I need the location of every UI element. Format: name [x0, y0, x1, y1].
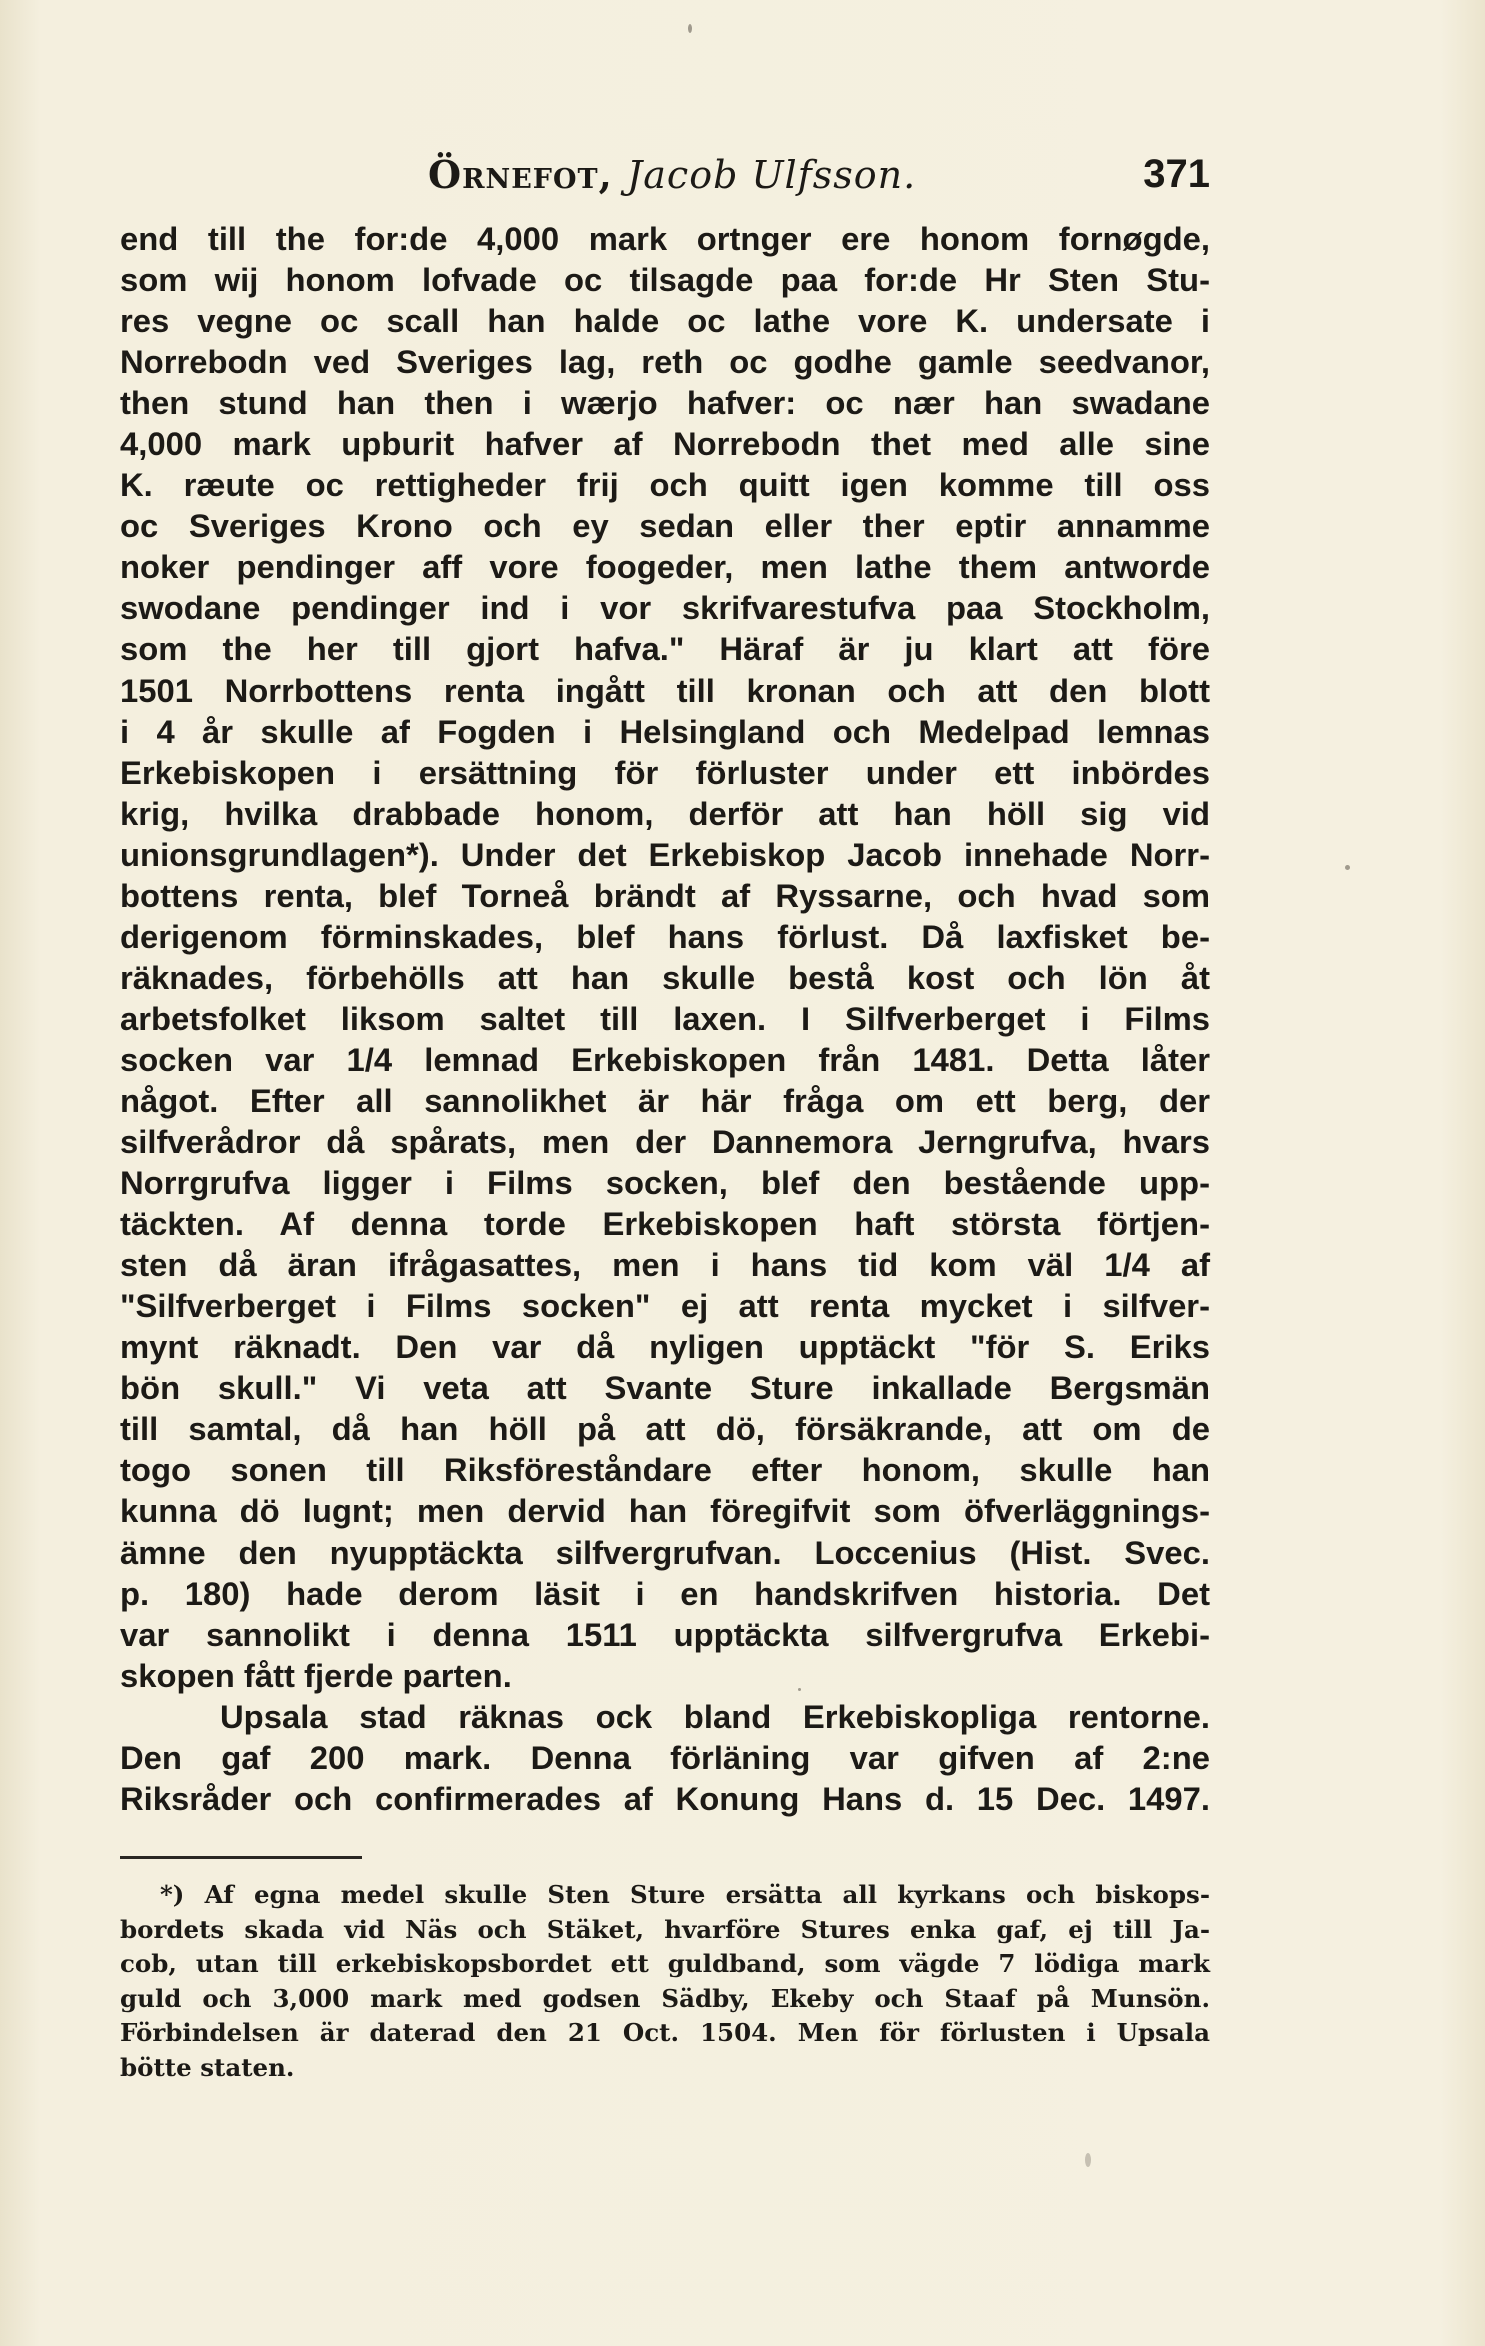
text-line: till samtal, då han höll på att dö, försäkrande, att om de	[120, 1410, 1210, 1448]
text-line: p. 180) hade derom läsit i en handskrifven historia. Det	[120, 1574, 1210, 1612]
page-header	[120, 152, 1210, 202]
text-line: kunna dö lugnt; men dervid han föregifvit som öfverläggnings-	[120, 1492, 1210, 1530]
text-line: unionsgrundlagen*). Under det Erkebiskop Jacob innehade Norr-	[120, 835, 1210, 873]
text-line: togo sonen till Riksföreståndare efter honom, skulle han	[120, 1451, 1210, 1489]
text-line: silfverådror då spårats, men der Dannemora Jerngrufva, hvars	[120, 1123, 1210, 1161]
paper-speck	[1345, 865, 1350, 870]
footnote-line: *) Af egna medel skulle Sten Sture ersätta all kyrkans och biskops-	[160, 1880, 1210, 1909]
text-line: bön skull." Vi veta att Svante Sture inkallade Bergsmän	[120, 1369, 1210, 1407]
text-line: något. Efter all sannolikhet är här fråga om ett berg, der	[120, 1081, 1210, 1119]
text-line: arbetsfolket liksom saltet till laxen. I Silfverberget i Films	[120, 999, 1210, 1037]
text-line: i 4 år skulle af Fogden i Helsingland och Medelpad lemnas	[120, 712, 1210, 750]
footnote	[120, 1878, 1210, 2085]
text-line: then stund han then i wærjo hafver: oc nær han swadane	[120, 384, 1210, 422]
footnote-line: cob, utan till erkebiskopsbordet ett guldband, som vägde 7 lödiga mark	[120, 1949, 1210, 1978]
text-line: Erkebiskopen i ersättning för förluster under ett inbördes	[120, 753, 1210, 791]
text-line: Den gaf 200 mark. Denna förläning var gifven af 2:ne	[120, 1738, 1210, 1776]
text-line: Norrgrufva ligger i Films socken, blef den bestående upp-	[120, 1164, 1210, 1202]
footnote-line: bötte staten.	[120, 2052, 295, 2082]
text-line: derigenom förminskades, blef hans förlust. Då laxfisket be-	[120, 917, 1210, 955]
text-line: var sannolikt i denna 1511 upptäckta silfvergrufva Erkebi-	[120, 1615, 1210, 1653]
paper-speck	[688, 24, 692, 33]
text-line: bottens renta, blef Torneå brändt af Ryssarne, och hvad som	[120, 876, 1210, 914]
text-line: ämne den nyupptäckta silfvergrufvan. Loccenius (Hist. Svec.	[120, 1533, 1210, 1571]
paper-speck	[1085, 2153, 1091, 2167]
text-line: mynt räknadt. Den var då nyligen upptäckt "för S. Eriks	[120, 1328, 1210, 1366]
text-line: res vegne oc scall han halde oc lathe vore K. undersate i	[120, 302, 1210, 340]
paper-speck	[798, 1688, 801, 1691]
text-line: Riksråder och confirmerades af Konung Hans d. 15 Dec. 1497.	[120, 1779, 1210, 1817]
page-number: 371	[1143, 152, 1210, 196]
main-text	[120, 218, 1210, 1819]
text-line: K. ræute oc rettigheder frij och quitt igen komme till oss	[120, 466, 1210, 504]
text-line: krig, hvilka drabbade honom, derför att han höll sig vid	[120, 794, 1210, 832]
text-line: sten då äran ifrågasattes, men i hans tid kom väl 1/4 af	[120, 1246, 1210, 1284]
footnote-rule	[120, 1856, 362, 1859]
text-line: oc Sveriges Krono och ey sedan eller ther eptir annamme	[120, 507, 1210, 545]
running-head	[428, 152, 916, 197]
text-line-paragraph-end: skopen fått fjerde parten.	[120, 1656, 512, 1694]
footnote-line: bordets skada vid Näs och Stäket, hvarföre Stures enka gaf, ej till Ja-	[120, 1914, 1210, 1944]
text-line: 1501 Norrbottens renta ingått till kronan och att den blott	[120, 671, 1210, 709]
text-line: som wij honom lofvade oc tilsagde paa for:de Hr Sten Stu-	[120, 261, 1210, 299]
text-line: som the her till gjort hafva." Häraf är ju klart att före	[120, 630, 1210, 668]
text-line: Norrebodn ved Sveriges lag, reth oc godhe gamle seedvanor,	[120, 343, 1210, 381]
text-line: "Silfverberget i Films socken" ej att renta mycket i silfver-	[120, 1287, 1210, 1325]
text-line: swodane pendinger ind i vor skrifvarestufva paa Stockholm,	[120, 589, 1210, 627]
text-line: räknades, förbehölls att han skulle bestå kost och lön åt	[120, 958, 1210, 996]
text-line: socken var 1/4 lemnad Erkebiskopen från 1481. Detta låter	[120, 1040, 1210, 1078]
footnote-line: Förbindelsen är daterad den 21 Oct. 1504. Men för förlusten i Upsala	[120, 2018, 1210, 2047]
footnote-line: guld och 3,000 mark med godsen Sädby, Ekeby och Staaf på Munsön.	[120, 1983, 1210, 2013]
running-head-surname: Örnefot,	[428, 152, 613, 197]
text-line: end till the for:de 4,000 mark ortnger ere honom fornøgde,	[120, 220, 1210, 257]
text-line: täckten. Af denna torde Erkebiskopen haft största förtjen-	[120, 1205, 1210, 1243]
text-line-paragraph-start: Upsala stad räknas ock bland Erkebiskopliga rentorne.	[220, 1697, 1210, 1735]
text-line: 4,000 mark upburit hafver af Norrebodn thet med alle sine	[120, 425, 1210, 463]
running-head-given-name: Jacob Ulfsson.	[627, 153, 917, 197]
text-line: noker pendinger aff vore foogeder, men lathe them antworde	[120, 548, 1210, 586]
